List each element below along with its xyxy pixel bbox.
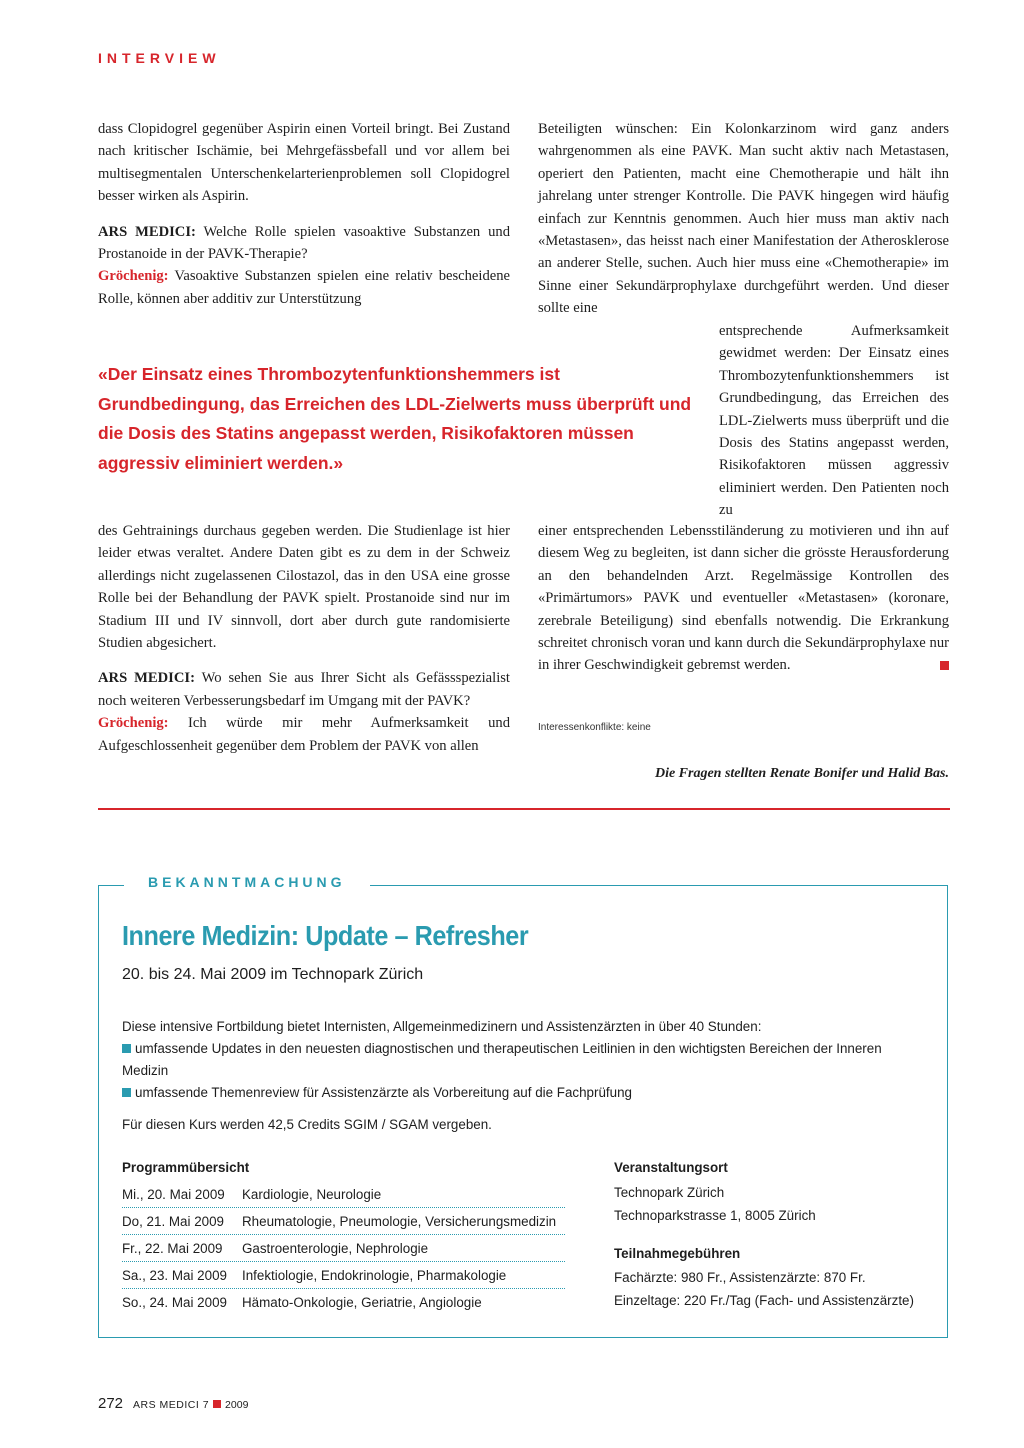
notice-subtitle: 20. bis 24. Mai 2009 im Technopark Zürich	[122, 966, 424, 983]
program-row	[122, 1235, 565, 1262]
fees-line: Einzeltage: 220 Fr./Tag (Fach- und Assistenzärzte)	[614, 1292, 914, 1308]
answer-2	[98, 712, 510, 757]
fees-heading: Teilnahmegebühren	[614, 1246, 741, 1261]
venue-line: Technopark Zürich	[614, 1185, 725, 1200]
interviewer-label: ARS MEDICI:	[98, 670, 195, 687]
paragraph: entsprechende Aufmerksamkeit gewidmet werden: Der Einsatz eines Thrombozytenfunktionshemmers ist Grundbedingung, das Erreichen des LDL-Zielwerts muss überprüft und die Dosis des Statins angepasst werden, Risikofaktoren müssen aggressiv eliminiert werden. Den Patienten noch zu	[719, 323, 949, 519]
question-1	[98, 221, 510, 266]
page-footer	[98, 1395, 248, 1413]
footer-year: 2009	[225, 1399, 249, 1411]
program-date: Sa., 23. Mai 2009	[122, 1267, 227, 1283]
notice-body	[122, 1016, 932, 1136]
interviewee-label: Gröchenig:	[98, 715, 169, 732]
program-topics: Infektiologie, Endokrinologie, Pharmakologie	[242, 1267, 507, 1283]
program-date: So., 24. Mai 2009	[122, 1295, 227, 1310]
paragraph-text: einer entsprechenden Lebensstiländerung zu motivieren und ihn auf diesem Weg zu begleiten, ist dann sicher die grösste Herausforderung an den behandelnden Arzt. Regelmässige Kontrollen des «Primärtumors» PAVK und eventueller «Metastasen» (koronare, zerebrale Beteiligung) sind ebenfalls notwendig. Die Erkrankung schreitet chronisch voran und kann durch die Sekundärprophylaxe nur in ihrer Geschwindigkeit gebremst werden.	[538, 523, 949, 674]
bullet-text: umfassende Themenreview für Assistenzärzte als Vorbereitung auf die Fachprüfung	[135, 1085, 632, 1100]
program-date: Fr., 22. Mai 2009	[122, 1240, 223, 1256]
program-row	[122, 1289, 565, 1316]
program-date: Mi., 20. Mai 2009	[122, 1186, 225, 1202]
paragraph: des Gehtrainings durchaus gegeben werden. Die Studienlage ist hier leider etwas veraltet. Andere Daten gibt es zu dem in der Schweiz allerdings nicht zugelassenen Cilostazol, das in den USA eine grosse Rolle bei der Behandlung der PAVK spielt. Prostanoide sind nur im Stadium III und IV sinnvoll, dort aber durch gute randomisierte Studien abgesichert.	[98, 523, 510, 652]
conflicts-note: Interessenkonflikte: keine	[538, 722, 651, 733]
answer-1	[98, 265, 510, 310]
article-column-left-bottom	[98, 520, 510, 757]
fees-line: Fachärzte: 980 Fr., Assistenzärzte: 870 Fr.	[614, 1270, 866, 1285]
article-column-right-bottom	[538, 520, 949, 677]
paragraph: Beteiligten wünschen: Ein Kolonkarzinom wird ganz anders wahrgenommen als eine PAVK. Man sucht aktiv nach Metastasen, operiert den Patienten, macht eine Chemotherapie und hält ihn jahrelang unter strenger Kontrolle. Die PAVK hingegen wird häufig einfach zur Kenntnis genommen. Auch hier muss man aktiv nach «Metastasen», das heisst nach einer Manifestation der Atherosklerose an anderer Stelle, suchen. Auch hier muss eine «Chemotherapie» im Sinne einer Sekundärprophylaxe durchgeführt werden. Und dieser sollte eine	[538, 121, 949, 317]
program-row	[122, 1262, 565, 1289]
list-item-continuation: Medizin	[122, 1063, 169, 1078]
bullet-text: umfassende Updates in den neuesten diagnostischen und therapeutischen Leitlinien in den wichtigsten Bereichen der Inneren	[135, 1041, 882, 1056]
venue-details	[614, 1182, 816, 1227]
pull-quote: «Der Einsatz eines Thrombozytenfunktionshemmers ist Grundbedingung, das Erreichen des LDL-Zielwerts muss überprüft und die Dosis des Statins angepasst werden, Risikofaktoren müssen aggressiv eliminiert werden.»	[98, 364, 692, 473]
list-item	[122, 1082, 932, 1104]
notice-intro: Diese intensive Fortbildung bietet Internisten, Allgemeinmedizinern und Assistenzärzten in über 40 Stunden:	[122, 1019, 762, 1034]
program-table	[122, 1181, 565, 1316]
program-topics: Kardiologie, Neurologie	[242, 1186, 382, 1202]
program-date: Do, 21. Mai 2009	[122, 1213, 224, 1229]
venue-line: Technoparkstrasse 1, 8005 Zürich	[614, 1207, 816, 1223]
bullet-square-icon	[122, 1044, 131, 1053]
interviewer-label: ARS MEDICI:	[98, 223, 196, 240]
paragraph	[538, 520, 949, 677]
interview-credits: Die Fragen stellten Renate Bonifer und Halid Bas.	[654, 766, 949, 781]
question-2	[98, 667, 510, 712]
venue-heading: Veranstaltungsort	[614, 1160, 728, 1175]
program-topics: Rheumatologie, Pneumologie, Versicherungsmedizin	[242, 1213, 557, 1229]
notice-label: BEKANNTMACHUNG	[124, 874, 370, 890]
section-divider	[98, 808, 950, 810]
page-number: 272	[98, 1395, 124, 1412]
notice-credits: Für diesen Kurs werden 42,5 Credits SGIM / SGAM vergeben.	[122, 1117, 492, 1132]
footer-square-icon	[213, 1400, 221, 1408]
list-item	[122, 1038, 932, 1060]
article-column-left-top	[98, 118, 510, 310]
article-column-right-top	[538, 118, 949, 320]
question-text: Welche Rolle spielen vasoaktive Substanzen und Prostanoide in der PAVK-Therapie?	[98, 223, 510, 263]
interviewee-label: Gröchenig:	[98, 268, 169, 285]
fees-details	[614, 1267, 914, 1312]
notice-bullets	[122, 1038, 932, 1104]
program-topics: Gastroenterologie, Nephrologie	[242, 1240, 429, 1256]
article-column-right-mid	[719, 320, 949, 522]
program-heading: Programmübersicht	[122, 1160, 250, 1175]
end-mark-icon	[940, 661, 949, 670]
answer-text: Ich würde mir mehr Aufmerksamkeit und Aufgeschlossenheit gegenüber dem Problem der PAVK von allen	[98, 715, 510, 754]
program-row	[122, 1208, 565, 1235]
answer-text: Vasoaktive Substanzen spielen eine relativ bescheidene Rolle, können aber additiv zur Unterstützung	[98, 268, 510, 307]
program-row	[122, 1181, 565, 1208]
notice-title: Innere Medizin: Update – Refresher	[122, 920, 529, 951]
question-text: Wo sehen Sie aus Ihrer Sicht als Gefässspezialist noch weiteren Verbesserungsbedarf im Umgang mit der PAVK?	[98, 670, 510, 709]
footer-journal: ARS MEDICI 7	[133, 1399, 210, 1411]
paragraph: dass Clopidogrel gegenüber Aspirin einen Vorteil bringt. Bei Zustand nach kritischer Ischämie, bei Mehrgefässbefall und vor allem bei multisegmentalen Unterschenkelarterienproblemen soll Clopidogrel besser wirken als Aspirin.	[98, 121, 510, 205]
section-tag: INTERVIEW	[98, 50, 221, 66]
program-topics: Hämato-Onkologie, Geriatrie, Angiologie	[242, 1295, 482, 1310]
bullet-square-icon	[122, 1088, 131, 1097]
